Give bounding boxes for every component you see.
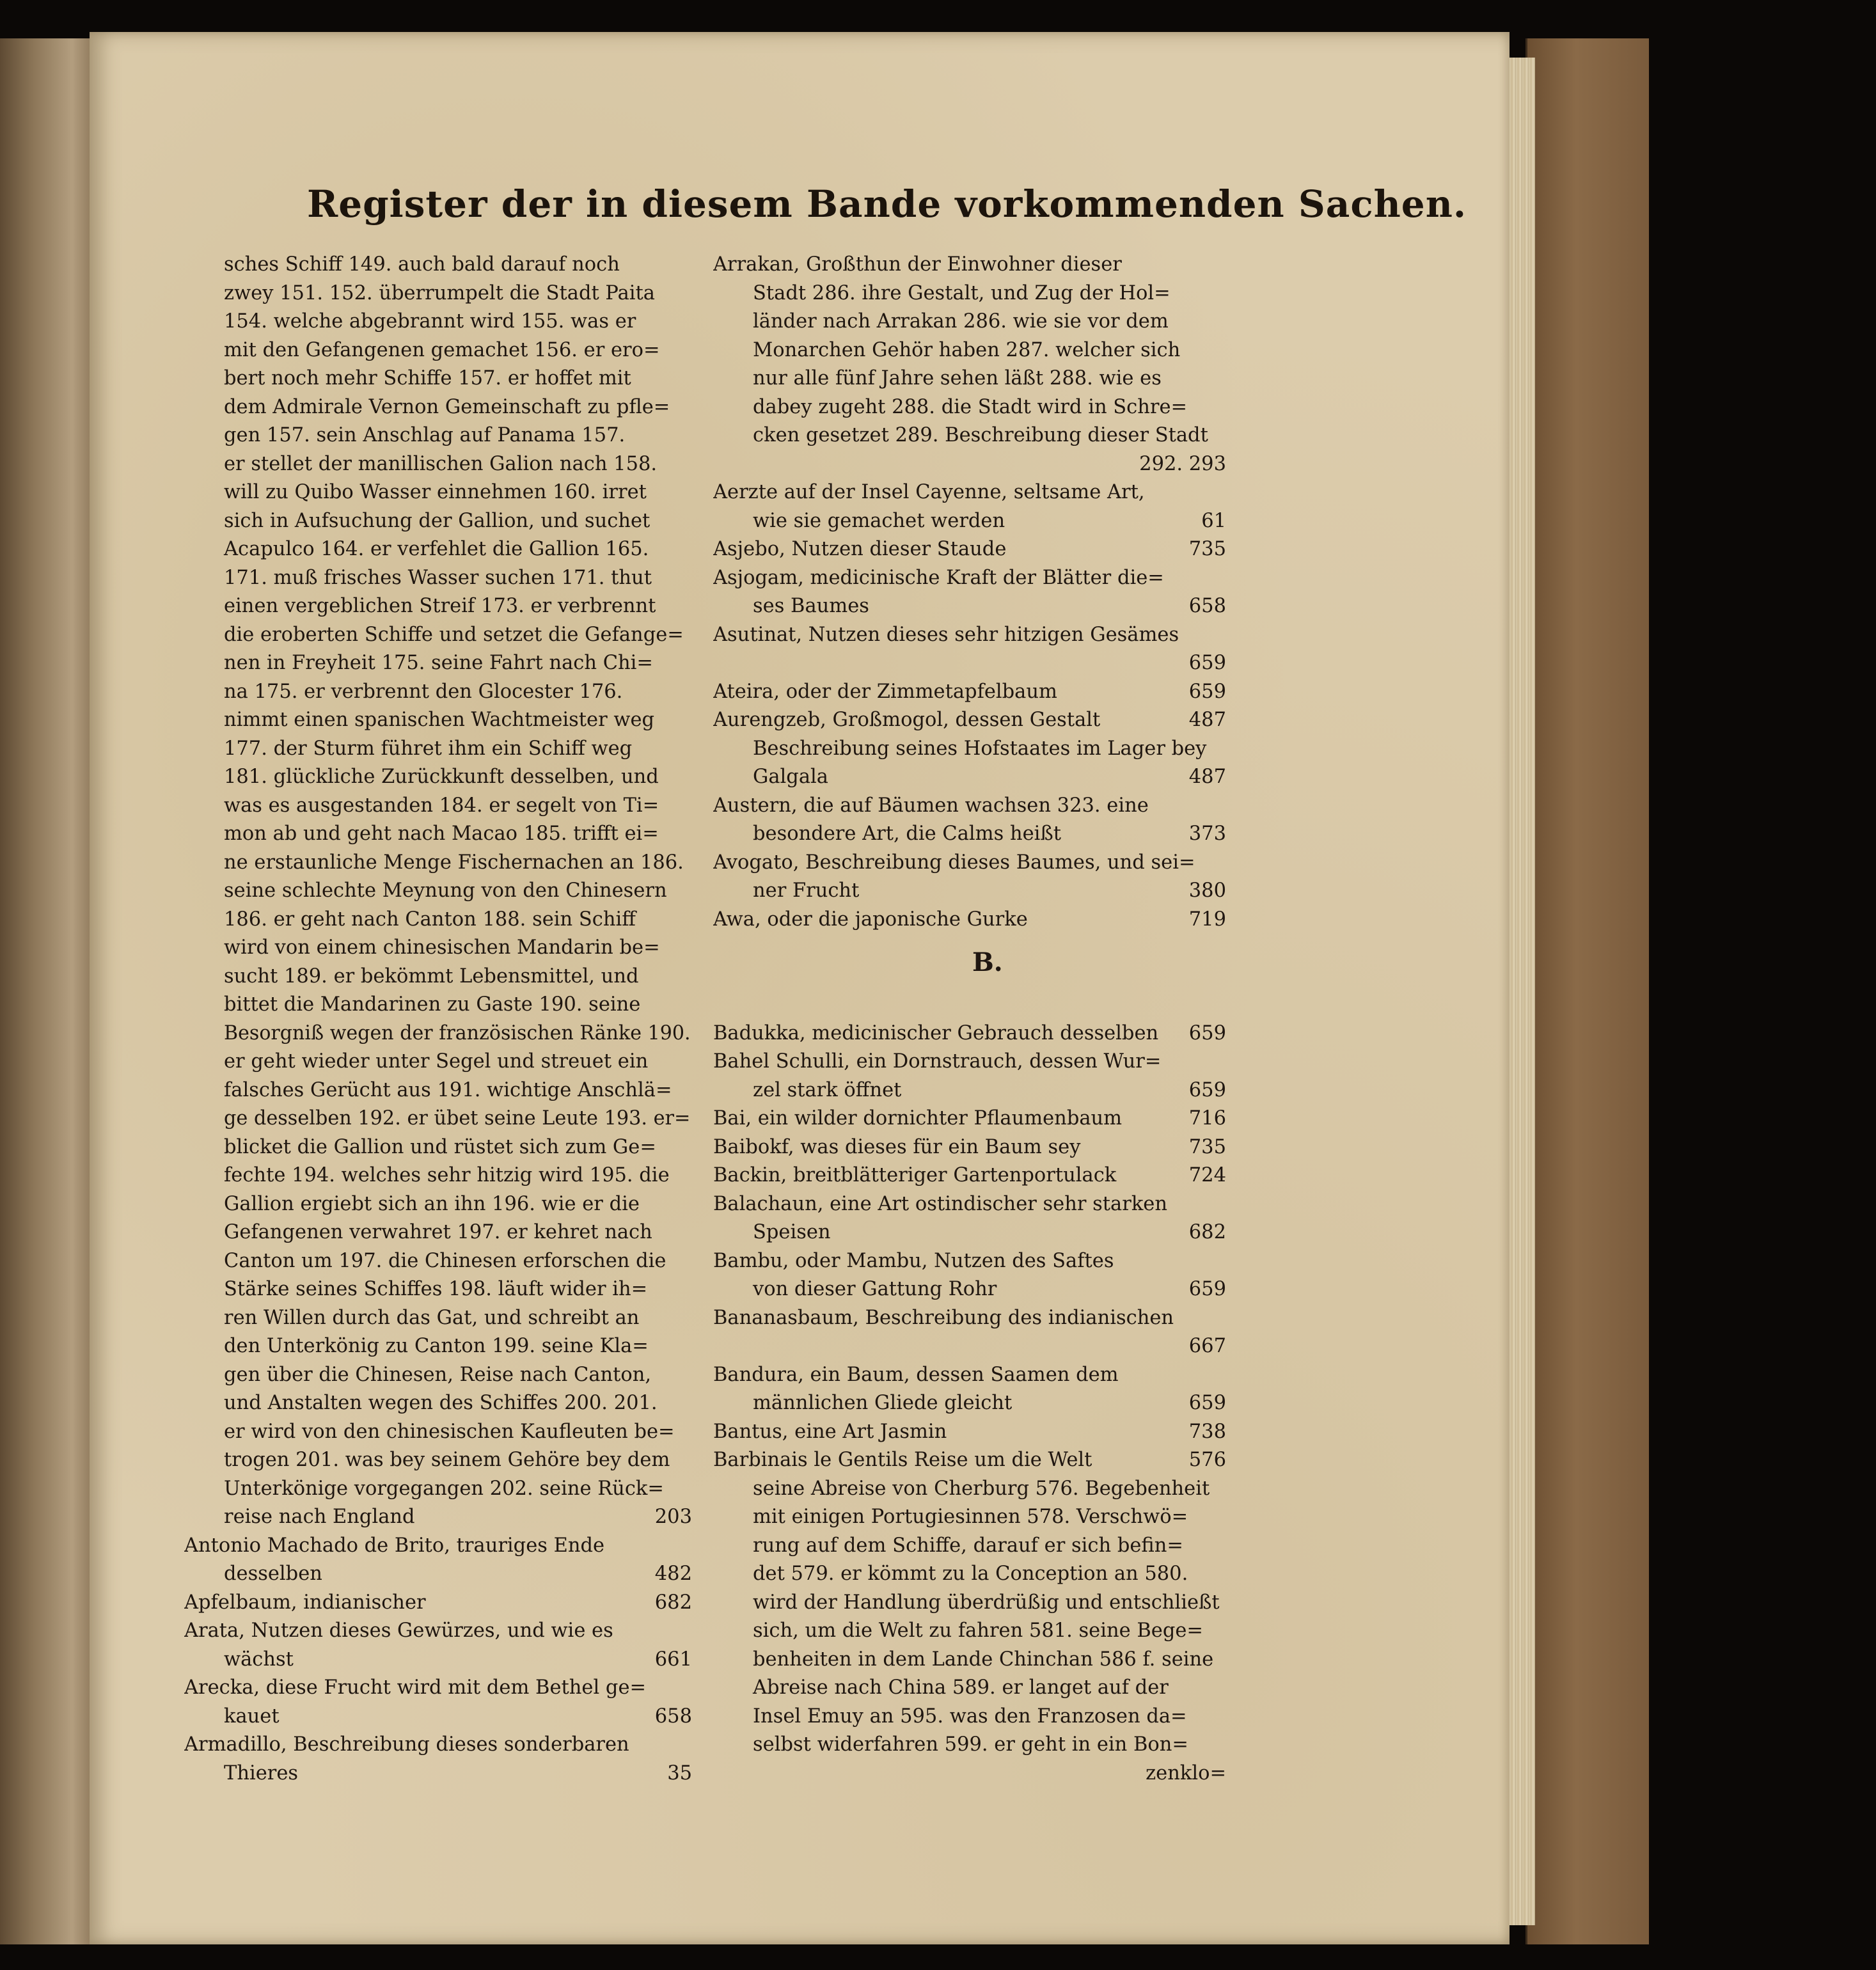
entry-text: Stadt 286. ihre Gestalt, und Zug der Hol= <box>753 281 1171 304</box>
register-line <box>184 820 697 849</box>
page-reference: 380 <box>1188 879 1226 902</box>
entry-text: blicket die Gallion und rüstet sich zum Ge= <box>224 1135 656 1158</box>
entry-text: die eroberten Schiffe und setzet die Gefange= <box>224 623 684 646</box>
entry-text: ge desselben 192. er übet seine Leute 193. er= <box>224 1107 691 1130</box>
page-reference: 658 <box>1188 595 1226 617</box>
register-line <box>713 1532 1231 1561</box>
page-reference: 719 <box>1188 908 1226 931</box>
register-line <box>713 1389 1231 1418</box>
register-line <box>713 1105 1231 1133</box>
entry-text: kauet <box>224 1705 280 1728</box>
entry-text: männlichen Gliede gleicht <box>753 1392 1013 1414</box>
entry-text: Barbinais le Gentils Reise um die Welt <box>713 1449 1092 1471</box>
entry-text: Bahel Schulli, ein Dornstrauch, dessen Wur= <box>713 1050 1162 1073</box>
entry-text: er stellet der manillischen Galion nach 158. <box>224 452 658 475</box>
entry-text: dem Admirale Vernon Gemeinschaft zu pfle= <box>224 395 670 418</box>
register-line <box>184 1503 697 1532</box>
register-line <box>713 592 1231 621</box>
page-reference: 682 <box>654 1591 692 1614</box>
register-line <box>713 1304 1231 1333</box>
entry-text: Arrakan, Großthun der Einwohner dieser <box>713 253 1122 276</box>
entry-text: fechte 194. welches sehr hitzig wird 195. die <box>224 1164 670 1186</box>
entry-text: reise nach England <box>224 1506 415 1528</box>
entry-text: ner Frucht <box>753 879 860 902</box>
entry-text: Arata, Nutzen dieses Gewürzes, und wie es <box>184 1619 613 1642</box>
register-line <box>184 1275 697 1304</box>
register-line <box>713 1020 1231 1048</box>
register-line <box>713 820 1231 849</box>
entry-text: trogen 201. was bey seinem Gehöre bey dem <box>224 1449 670 1471</box>
entry-text: bert noch mehr Schiffe 157. er hoffet mit <box>224 367 631 390</box>
register-line <box>184 393 697 422</box>
register-line <box>184 906 697 934</box>
register-line <box>184 1475 697 1504</box>
right-column <box>713 251 1231 1788</box>
page-title: Register der in diesem Bande vorkommenden Sachen. <box>307 182 1467 226</box>
register-line <box>184 1304 697 1333</box>
entry-text: Gefangenen verwahret 197. er kehret nach <box>224 1221 652 1243</box>
entry-text: Austern, die auf Bäumen wachsen 323. eine <box>713 794 1149 817</box>
entry-text: sucht 189. er bekömmt Lebensmittel, und <box>224 965 639 988</box>
entry-text: sich, um die Welt zu fahren 581. seine Bege= <box>753 1619 1203 1642</box>
register-line <box>713 792 1231 821</box>
register-line <box>184 1389 697 1418</box>
entry-text: Acapulco 164. er verfehlet die Gallion 165. <box>224 538 649 560</box>
entry-text: ren Willen durch das Gat, und schreibt an <box>224 1306 640 1329</box>
register-line <box>184 763 697 792</box>
register-line <box>713 564 1231 593</box>
page-reference: 659 <box>1188 680 1226 703</box>
register-line <box>184 877 697 906</box>
register-line <box>713 1674 1231 1703</box>
register-line <box>184 649 697 678</box>
register-line <box>713 1475 1231 1504</box>
register-line <box>184 1218 697 1247</box>
register-line <box>713 735 1231 764</box>
entry-text: Canton um 197. die Chinesen erforschen die <box>224 1249 666 1272</box>
register-line <box>713 1589 1231 1618</box>
entry-text: Galgala <box>753 766 828 788</box>
register-line <box>184 706 697 735</box>
register-line <box>184 1674 697 1703</box>
register-line <box>713 1048 1231 1076</box>
page-reference: 576 <box>1188 1449 1226 1471</box>
register-line <box>184 535 697 564</box>
register-line <box>184 1532 697 1561</box>
entry-text: zel stark öffnet <box>753 1078 902 1101</box>
page-reference: 659 <box>1188 1021 1226 1044</box>
left-column <box>184 251 697 1788</box>
register-line <box>184 678 697 707</box>
entry-text: gen über die Chinesen, Reise nach Canton, <box>224 1363 652 1386</box>
page-reference: 35 <box>667 1761 692 1785</box>
entry-text: will zu Quibo Wasser einnehmen 160. irret <box>224 481 647 503</box>
register-line <box>713 1646 1231 1674</box>
register-line <box>184 1446 697 1475</box>
entry-text: falsches Gerücht aus 191. wichtige Anschlä= <box>224 1078 672 1101</box>
entry-text: den Unterkönig zu Canton 199. seine Kla= <box>224 1335 649 1357</box>
entry-text: Aurengzeb, Großmogol, dessen Gestalt <box>713 709 1101 731</box>
page-reference: 61 <box>1201 509 1226 532</box>
register-line <box>713 450 1231 479</box>
register-line <box>184 1589 697 1618</box>
register-line <box>713 393 1231 422</box>
entry-text: bittet die Mandarinen zu Gaste 190. seine <box>224 993 641 1016</box>
entry-text: Badukka, medicinischer Gebrauch desselben <box>713 1021 1159 1044</box>
register-line <box>713 1446 1231 1475</box>
entry-text: nur alle fünf Jahre sehen läßt 288. wie es <box>753 367 1162 390</box>
register-line <box>713 1418 1231 1447</box>
entry-text: ne erstaunliche Menge Fischernachen an 186. <box>224 851 684 874</box>
register-line <box>184 592 697 621</box>
entry-text: wird von einem chinesischen Mandarin be= <box>224 936 660 959</box>
entry-text: Beschreibung seines Hofstaates im Lager bey <box>753 737 1207 760</box>
entry-text: seine schlechte Meynung von den Chinesern <box>224 879 667 902</box>
register-line <box>184 1646 697 1674</box>
entry-text: von dieser Gattung Rohr <box>753 1278 997 1300</box>
page-reference: 724 <box>1188 1164 1226 1186</box>
page-reference: 487 <box>1188 709 1226 731</box>
register-line <box>184 963 697 991</box>
register-line <box>184 336 697 365</box>
register-line <box>184 621 697 650</box>
entry-text: Besorgniß wegen der französischen Ränke 190. <box>224 1021 691 1044</box>
entry-text: Monarchen Gehör haben 287. welcher sich <box>753 338 1181 361</box>
register-line <box>713 1760 1231 1788</box>
entry-text: Asjebo, Nutzen dieser Staude <box>713 538 1007 560</box>
entry-text: desselben <box>224 1563 322 1585</box>
register-line <box>713 621 1231 650</box>
register-line <box>184 735 697 764</box>
page-reference: 292. 293 <box>1139 452 1226 475</box>
page-reference: 659 <box>1188 1278 1226 1300</box>
page-reference: 735 <box>1188 1135 1226 1158</box>
entry-text: Apfelbaum, indianischer <box>184 1591 426 1614</box>
register-line <box>713 1503 1231 1532</box>
book-spine <box>0 38 96 1944</box>
register-line <box>184 934 697 963</box>
section-letter <box>713 934 1231 991</box>
entry-text: wie sie gemachet werden <box>753 509 1005 532</box>
entry-text: Bambu, oder Mambu, Nutzen des Saftes <box>713 1249 1114 1272</box>
page-reference: 482 <box>654 1563 692 1585</box>
entry-text: seine Abreise von Cherburg 576. Begebenheit <box>753 1477 1210 1500</box>
entry-text: Insel Emuy an 595. was den Franzosen da= <box>753 1705 1187 1728</box>
register-line <box>184 1560 697 1589</box>
entry-text: rung auf dem Schiffe, darauf er sich befin= <box>753 1534 1183 1557</box>
page-reference: 487 <box>1188 766 1226 788</box>
register-line <box>184 1162 697 1190</box>
register-line <box>713 478 1231 507</box>
register-line <box>713 1560 1231 1589</box>
page-reference: 659 <box>1188 1078 1226 1101</box>
register-line <box>184 1332 697 1361</box>
register-line <box>713 1731 1231 1760</box>
entry-text: nimmt einen spanischen Wachtmeister weg <box>224 709 655 731</box>
entry-text: 181. glückliche Zurückkunft desselben, und <box>224 766 659 788</box>
page-reference: 667 <box>1188 1335 1226 1357</box>
entry-text: ses Baumes <box>753 595 869 617</box>
entry-text: Bantus, eine Art Jasmin <box>713 1420 947 1443</box>
entry-text: Bandura, ein Baum, dessen Saamen dem <box>713 1363 1119 1386</box>
entry-text: was es ausgestanden 184. er segelt von Ti= <box>224 794 659 817</box>
register-line <box>713 422 1231 450</box>
register-line <box>184 1190 697 1219</box>
entry-text: wächst <box>224 1648 294 1671</box>
register-line <box>184 1105 697 1133</box>
entry-text: Ateira, oder der Zimmetapfelbaum <box>713 680 1057 703</box>
entry-text: Bai, ein wilder dornichter Pflaumenbaum <box>713 1107 1123 1130</box>
register-line <box>713 991 1231 1020</box>
page-reference: 658 <box>654 1705 692 1728</box>
entry-text: Unterkönige vorgegangen 202. seine Rück= <box>224 1477 664 1500</box>
register-line <box>713 1703 1231 1731</box>
entry-text: 171. muß frisches Wasser suchen 171. thut <box>224 566 652 589</box>
register-line <box>184 1760 697 1788</box>
register-line <box>713 1076 1231 1105</box>
entry-text: 154. welche abgebrannt wird 155. was er <box>224 310 636 333</box>
register-line <box>184 1020 697 1048</box>
register-line <box>184 251 697 280</box>
register-line <box>713 1332 1231 1361</box>
section-letter-text: B. <box>972 947 1003 977</box>
entry-text: einen vergeblichen Streif 173. er verbrennt <box>224 595 656 617</box>
register-line <box>713 1133 1231 1162</box>
register-line <box>713 280 1231 308</box>
entry-text: Thieres <box>224 1761 299 1785</box>
register-line <box>713 507 1231 536</box>
register-line <box>184 1076 697 1105</box>
register-line <box>713 1275 1231 1304</box>
entry-text: Backin, breitblätteriger Gartenportulack <box>713 1164 1117 1186</box>
page-reference: 203 <box>654 1506 692 1528</box>
entry-text: sches Schiff 149. auch bald darauf noch <box>224 253 620 276</box>
register-line <box>713 706 1231 735</box>
page-reference: 661 <box>654 1648 692 1671</box>
register-line <box>184 450 697 479</box>
entry-text: Awa, oder die japonische Gurke <box>713 908 1028 931</box>
page-reference: 716 <box>1188 1107 1226 1130</box>
register-line <box>184 792 697 821</box>
book-cover-edge <box>1525 38 1649 1944</box>
entry-text: mon ab und geht nach Macao 185. trifft ei= <box>224 823 659 845</box>
entry-text: Gallion ergiebt sich an ihn 196. wie er die <box>224 1192 640 1215</box>
entry-text: nen in Freyheit 175. seine Fahrt nach Chi= <box>224 652 653 674</box>
register-line <box>713 649 1231 678</box>
register-line <box>713 336 1231 365</box>
entry-text: Bananasbaum, Beschreibung des indianischen <box>713 1306 1174 1329</box>
entry-text: zwey 151. 152. überrumpelt die Stadt Paita <box>224 281 655 304</box>
page-reference: 659 <box>1188 1392 1226 1414</box>
entry-text: 177. der Sturm führet ihm ein Schiff weg <box>224 737 633 760</box>
register-line <box>713 308 1231 336</box>
register-line <box>184 1048 697 1076</box>
page-reference: 682 <box>1188 1221 1226 1243</box>
entry-text: Avogato, Beschreibung dieses Baumes, und sei= <box>713 851 1195 874</box>
entry-text: er geht wieder unter Segel und streuet ein <box>224 1050 649 1073</box>
entry-text: mit einigen Portugiesinnen 578. Verschwö= <box>753 1506 1188 1528</box>
entry-text: na 175. er verbrennt den Glocester 176. <box>224 680 623 703</box>
register-line <box>184 564 697 593</box>
book-page <box>90 32 1509 1944</box>
entry-text: Asjogam, medicinische Kraft der Blätter die= <box>713 566 1164 589</box>
register-line <box>184 478 697 507</box>
register-line <box>713 1361 1231 1390</box>
register-line <box>713 1218 1231 1247</box>
register-line <box>713 906 1231 934</box>
register-line <box>713 763 1231 792</box>
entry-text: selbst widerfahren 599. er geht in ein Bon= <box>753 1733 1188 1756</box>
register-line <box>713 365 1231 393</box>
entry-text: besondere Art, die Calms heißt <box>753 823 1062 845</box>
entry-text: sich in Aufsuchung der Gallion, und suchet <box>224 509 650 532</box>
register-line <box>184 308 697 336</box>
entry-text: benheiten in dem Lande Chinchan 586 f. seine <box>753 1648 1214 1671</box>
register-line <box>713 251 1231 280</box>
page-reference: 373 <box>1188 823 1226 845</box>
entry-text: dabey zugeht 288. die Stadt wird in Schre= <box>753 395 1188 418</box>
register-line <box>184 1418 697 1447</box>
entry-text: länder nach Arrakan 286. wie sie vor dem <box>753 310 1169 333</box>
entry-text: Antonio Machado de Brito, trauriges Ende <box>184 1534 605 1557</box>
entry-text: Abreise nach China 589. er langet auf der <box>753 1676 1169 1699</box>
entry-text: Stärke seines Schiffes 198. läuft wider ih= <box>224 1278 648 1300</box>
entry-text: Speisen <box>753 1221 831 1243</box>
entry-text: cken gesetzet 289. Beschreibung dieser Stadt <box>753 424 1208 446</box>
entry-text: Asutinat, Nutzen dieses sehr hitzigen Gesämes <box>713 623 1179 646</box>
entry-text: Aerzte auf der Insel Cayenne, seltsame Art, <box>713 481 1145 503</box>
page-reference: 659 <box>1188 652 1226 674</box>
entry-text: Balachaun, eine Art ostindischer sehr starken <box>713 1192 1167 1215</box>
register-line <box>713 678 1231 707</box>
register-line <box>184 280 697 308</box>
entry-text: und Anstalten wegen des Schiffes 200. 201. <box>224 1392 658 1414</box>
entry-text: Armadillo, Beschreibung dieses sonderbaren <box>184 1733 629 1756</box>
register-line <box>184 1133 697 1162</box>
register-line <box>184 991 697 1020</box>
register-line <box>713 849 1231 878</box>
page-reference: zenklo= <box>1146 1761 1226 1785</box>
entry-text: det 579. er kömmt zu la Conception an 580. <box>753 1563 1188 1585</box>
entry-text: Baibokf, was dieses für ein Baum sey <box>713 1135 1081 1158</box>
register-line <box>713 877 1231 906</box>
register-line <box>184 1703 697 1731</box>
entry-text: mit den Gefangenen gemachet 156. er ero= <box>224 338 660 361</box>
entry-text: gen 157. sein Anschlag auf Panama 157. <box>224 424 626 446</box>
page-reference: 735 <box>1188 538 1226 560</box>
register-line <box>184 1247 697 1276</box>
register-line <box>184 365 697 393</box>
register-line <box>184 422 697 450</box>
register-line <box>713 1162 1231 1190</box>
entry-text: wird der Handlung überdrüßig und entschließt <box>753 1591 1220 1614</box>
entry-text: er wird von den chinesischen Kaufleuten be= <box>224 1420 675 1443</box>
register-line <box>184 1731 697 1760</box>
register-line <box>184 1617 697 1646</box>
register-line <box>184 849 697 878</box>
register-line <box>713 1190 1231 1219</box>
register-line <box>184 1361 697 1390</box>
register-line <box>713 1617 1231 1646</box>
entry-text: 186. er geht nach Canton 188. sein Schiff <box>224 908 636 931</box>
page-reference: 738 <box>1188 1420 1226 1443</box>
entry-text: Arecka, diese Frucht wird mit dem Bethel ge= <box>184 1676 647 1699</box>
register-line <box>713 535 1231 564</box>
register-line <box>184 507 697 536</box>
register-line <box>713 1247 1231 1276</box>
